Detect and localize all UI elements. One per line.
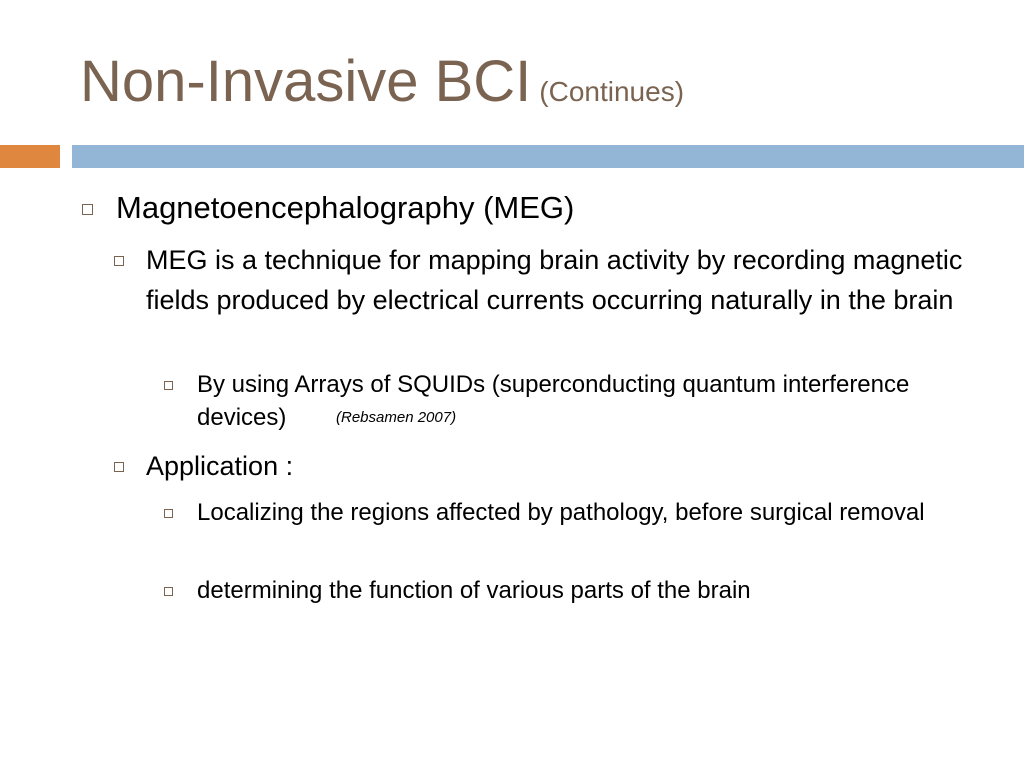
bullet-text: Localizing the regions affected by pathology, before surgical removal [197, 499, 925, 526]
accent-bar-blue [72, 145, 1024, 168]
bullet-square-icon [164, 509, 173, 518]
bullet-text: Magnetoencephalography (MEG) [116, 190, 575, 225]
bullet-square-icon [114, 462, 124, 472]
citation: (Rebsamen 2007) [336, 409, 457, 426]
bullet-text: By using Arrays of SQUIDs (superconducting quantum interference devices) [197, 371, 910, 431]
title-suffix: (Continues) [539, 76, 685, 107]
bullet-square-icon [82, 204, 93, 215]
bullet-square-icon [164, 381, 173, 390]
slide-title [80, 46, 684, 118]
bullet-square-icon [114, 256, 124, 266]
bullet-text: MEG is a technique for mapping brain activity by recording magnetic fields produced by electrical currents occurring naturally in the brain [146, 245, 963, 315]
accent-bar-orange [0, 145, 60, 168]
bullet-text: determining the function of various parts of the brain [197, 577, 751, 604]
bullet-square-icon [164, 587, 173, 596]
title-main: Non-Invasive BCI [80, 49, 532, 114]
bullet-text: Application : [146, 451, 294, 481]
